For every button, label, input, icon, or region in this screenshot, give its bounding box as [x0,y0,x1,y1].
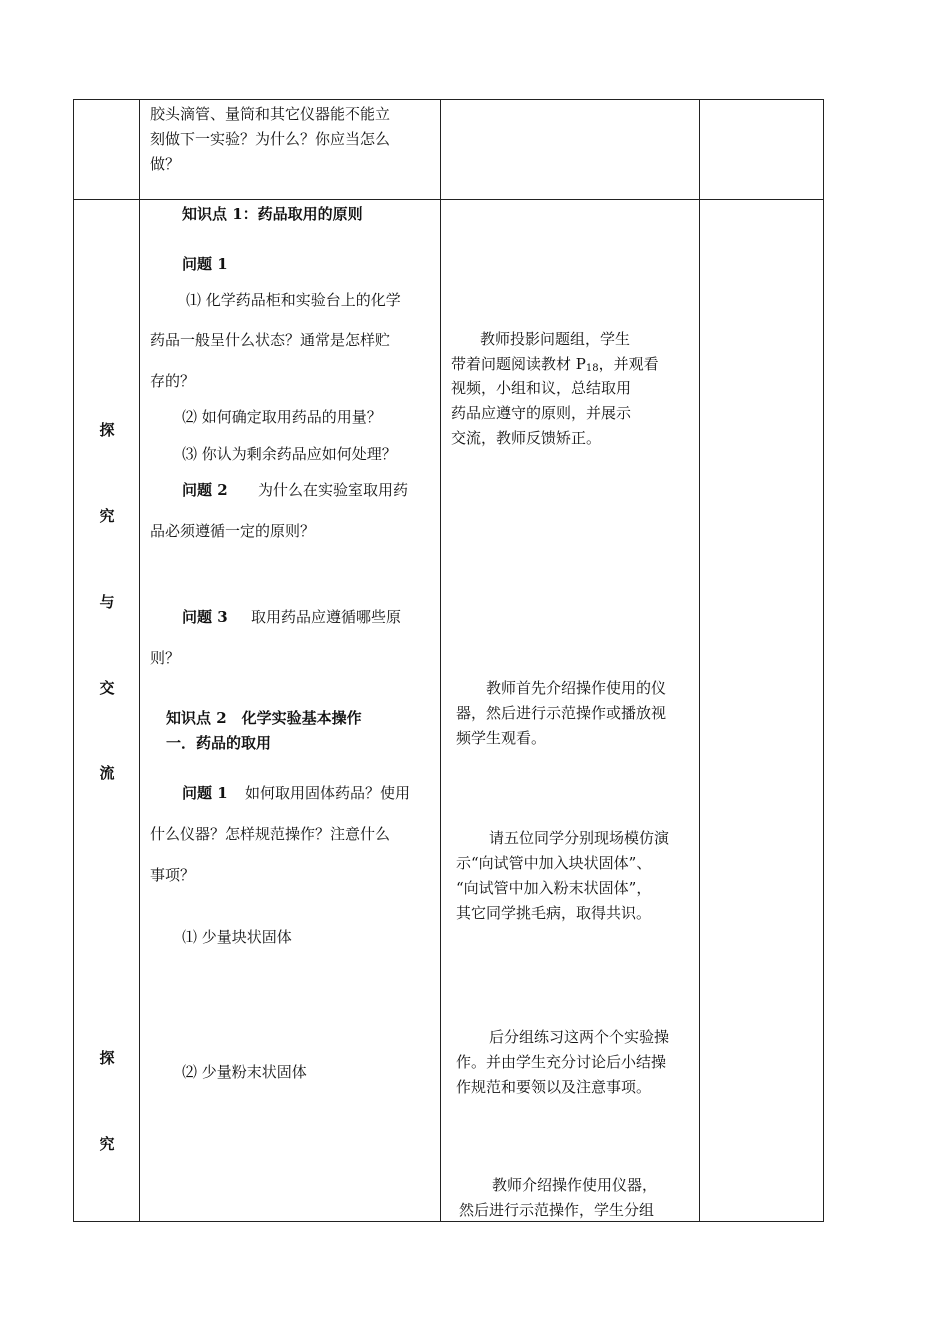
question-3-line-b: 则？ [150,649,181,667]
table-row-divider [73,199,824,200]
question-3-line-a: 取用药品应遵循哪些原 [251,608,402,626]
activity-2-line-3: 频学生观看。 [456,729,547,747]
question-1-label: 问题 1 [182,255,228,273]
activity-3-line-3: “向试管中加入粉末状固体”， [456,879,652,897]
side-label-4: 交 [99,679,115,697]
activity-2-line-1: 教师首先介绍操作使用的仪 [486,679,667,697]
question-1-1-line-b: 药品一般呈什么状态？通常是怎样贮 [150,331,391,349]
question-1-1-line-c: 存的？ [150,372,196,390]
activity-1-line-2-post: ，并观看 [598,355,659,373]
table-bottom-border [73,1221,824,1222]
activity-1-line-4: 药品应遵守的原则，并展示 [451,404,632,422]
side-label-6: 探 [99,1049,115,1067]
side-label-3: 与 [99,593,115,611]
activity-1-line-2-sub: 18 [585,363,599,374]
table-col-divider-2 [440,99,441,1222]
knowledge-point-2-title: 知识点 2 化学实验基本操作 [166,709,362,727]
question-1-3: ⑶ 你认为剩余药品应如何处理？ [182,445,397,463]
activity-3-line-4: 其它同学挑毛病，取得共识。 [456,904,652,922]
top-row-line-3: 做？ [150,155,181,173]
table-top-border [73,99,824,100]
solid-item-2: ⑵ 少量粉末状固体 [182,1063,307,1081]
activity-3-line-2: 示“向试管中加入块状固体”、 [456,854,652,872]
knowledge-point-2-subtitle: 一．药品的取用 [166,734,272,752]
question-4-line-b: 什么仪器？怎样规范操作？注意什么 [150,825,391,843]
activity-1-line-2 [451,353,659,380]
question-1-1-line-a: ⑴ 化学药品柜和实验台上的化学 [186,291,401,309]
activity-2-line-2: 器，然后进行示范操作或播放视 [456,704,667,722]
question-4-label: 问题 1 [182,784,228,802]
table-left-border [73,99,74,1222]
question-2-label: 问题 2 [182,481,228,499]
side-label-5: 流 [99,764,115,782]
question-4-line-c: 事项？ [150,866,196,884]
question-2-line-b: 品必须遵循一定的原则？ [150,522,316,540]
activity-4-line-2: 作。并由学生充分讨论后小结操 [456,1053,667,1071]
side-label-2: 究 [99,507,115,525]
solid-item-1: ⑴ 少量块状固体 [182,928,292,946]
question-2-line-a: 为什么在实验室取用药 [258,481,409,499]
side-label-7: 究 [99,1135,115,1153]
table-col-divider-3 [699,99,700,1222]
activity-4-line-1: 后分组练习这两个个实验操 [489,1028,670,1046]
activity-1-line-2-pre: 带着问题阅读教材 P [451,355,586,373]
activity-5-line-2: 然后进行示范操作，学生分组 [459,1201,655,1219]
activity-1-line-3: 视频，小组和议，总结取用 [451,379,632,397]
activity-4-line-3: 作规范和要领以及注意事项。 [456,1078,652,1096]
question-1-2: ⑵ 如何确定取用药品的用量？ [182,408,382,426]
activity-5-line-1: 教师介绍操作使用仪器， [492,1176,658,1194]
question-3-label: 问题 3 [182,608,228,626]
top-row-line-2: 刻做下一实验？为什么？你应当怎么 [150,130,391,148]
question-4-line-a: 如何取用固体药品？使用 [245,784,411,802]
activity-3-line-1: 请五位同学分别现场模仿演 [489,829,670,847]
table-right-border [823,99,824,1222]
knowledge-point-1-title: 知识点 1：药品取用的原则 [182,205,363,223]
side-label-1: 探 [99,421,115,439]
activity-1-line-1: 教师投影问题组，学生 [480,330,631,348]
table-col-divider-1 [139,99,140,1222]
activity-1-line-5: 交流，教师反馈矫正。 [451,429,602,447]
top-row-line-1: 胶头滴管、量筒和其它仪器能不能立 [150,105,391,123]
